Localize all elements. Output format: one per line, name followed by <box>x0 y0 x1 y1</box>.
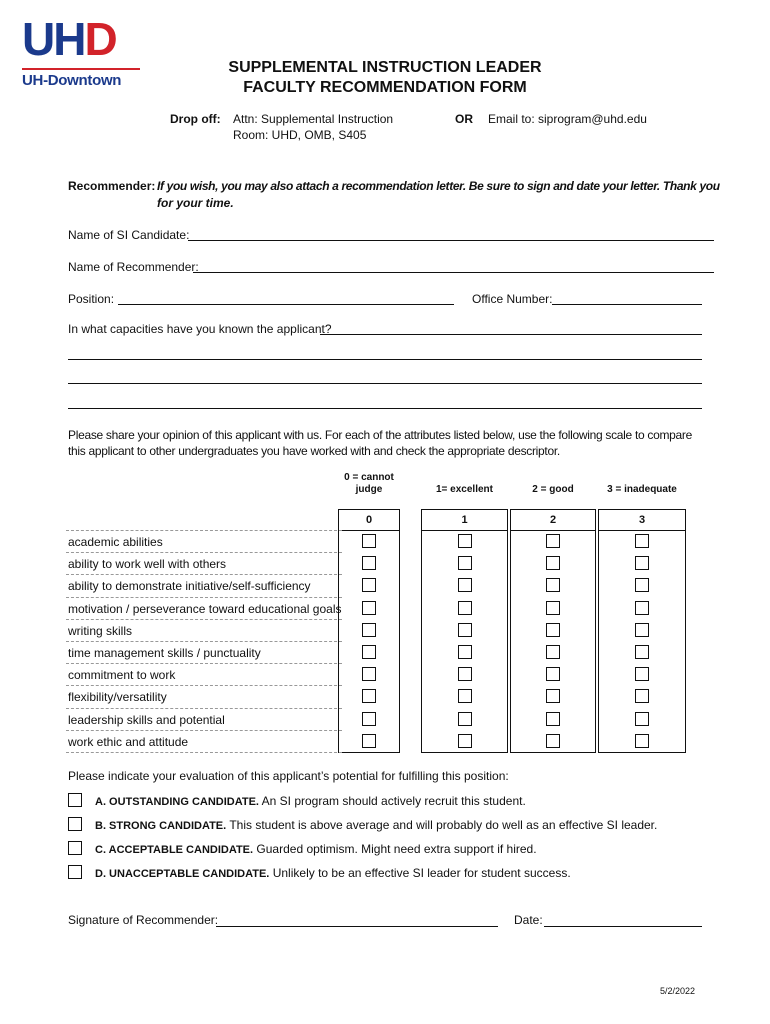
attribute-label: leadership skills and potential <box>66 708 342 730</box>
evaluation-checkbox-b[interactable] <box>68 817 82 831</box>
rating-checkbox-6-2[interactable] <box>546 645 560 659</box>
evaluation-option-b: B. STRONG CANDIDATE. This student is above average and will probably do well as an effective SI leader. <box>95 818 658 832</box>
signature-label: Signature of Recommender: <box>68 913 219 927</box>
logo-subtitle: UH-Downtown <box>22 68 140 89</box>
date-field[interactable] <box>544 926 702 927</box>
recommender-name-field[interactable] <box>193 272 714 273</box>
rating-checkbox-5-2[interactable] <box>546 623 560 637</box>
position-field[interactable] <box>118 304 454 305</box>
evaluation-prompt: Please indicate your evaluation of this applicant’s potential for fulfilling this position: <box>68 769 509 783</box>
rating-checkbox-1-2[interactable] <box>546 534 560 548</box>
rating-checkbox-9-3[interactable] <box>635 712 649 726</box>
rating-checkbox-3-0[interactable] <box>362 578 376 592</box>
evaluation-checkbox-c[interactable] <box>68 841 82 855</box>
scale-header-1: 1= excellent <box>436 484 493 495</box>
evaluation-checkbox-a[interactable] <box>68 793 82 807</box>
rating-checkbox-9-0[interactable] <box>362 712 376 726</box>
rating-checkbox-1-1[interactable] <box>458 534 472 548</box>
recommender-label: Recommender: <box>68 179 156 193</box>
rating-checkbox-3-1[interactable] <box>458 578 472 592</box>
form-version-date: 5/2/2022 <box>660 986 696 996</box>
evaluation-option-a: A. OUTSTANDING CANDIDATE. An SI program should actively recruit this student. <box>95 794 526 808</box>
capacities-line-4[interactable] <box>68 408 702 409</box>
scale-number-2: 2 <box>549 514 557 526</box>
rating-checkbox-10-0[interactable] <box>362 734 376 748</box>
email-text[interactable]: Email to: siprogram@uhd.edu <box>488 112 647 126</box>
or-label: OR <box>455 112 473 126</box>
rating-checkbox-2-2[interactable] <box>546 556 560 570</box>
scale-number-3: 3 <box>638 514 646 526</box>
office-number-label: Office Number: <box>472 292 553 306</box>
rating-checkbox-10-1[interactable] <box>458 734 472 748</box>
rating-checkbox-5-0[interactable] <box>362 623 376 637</box>
logo-mark: UHD <box>22 13 116 65</box>
rating-checkbox-5-3[interactable] <box>635 623 649 637</box>
scale-number-0: 0 <box>365 514 373 526</box>
capacities-label: In what capacities have you known the applicant? <box>68 322 332 336</box>
rating-checkbox-10-2[interactable] <box>546 734 560 748</box>
uhd-logo <box>22 13 142 89</box>
scale-header-0: 0 = cannot judge <box>344 472 394 495</box>
rating-checkbox-6-1[interactable] <box>458 645 472 659</box>
rating-checkbox-2-0[interactable] <box>362 556 376 570</box>
attribute-label: ability to work well with others <box>66 552 342 574</box>
rating-checkbox-2-1[interactable] <box>458 556 472 570</box>
rating-checkbox-8-3[interactable] <box>635 689 649 703</box>
position-label: Position: <box>68 292 115 306</box>
scale-header-3: 3 = inadequate <box>607 484 677 495</box>
signature-field[interactable] <box>216 926 498 927</box>
rating-checkbox-5-1[interactable] <box>458 623 472 637</box>
rating-checkbox-7-0[interactable] <box>362 667 376 681</box>
office-number-field[interactable] <box>552 304 702 305</box>
rating-checkbox-1-0[interactable] <box>362 534 376 548</box>
rating-checkbox-4-3[interactable] <box>635 601 649 615</box>
rating-checkbox-8-1[interactable] <box>458 689 472 703</box>
rating-checkbox-4-2[interactable] <box>546 601 560 615</box>
rating-checkbox-9-2[interactable] <box>546 712 560 726</box>
scale-number-1: 1 <box>461 514 468 526</box>
recommender-note-line2: for your time. <box>157 196 234 210</box>
recommender-name-label: Name of Recommender: <box>68 260 199 274</box>
rating-checkbox-2-3[interactable] <box>635 556 649 570</box>
scale-instructions-line2: this applicant to other undergraduates you have worked with and check the appropriate descriptor. <box>68 444 560 458</box>
scale-header-2: 2 = good <box>532 484 574 495</box>
rating-checkbox-4-0[interactable] <box>362 601 376 615</box>
attribute-label: academic abilities <box>66 530 342 552</box>
form-title-line2: FACULTY RECOMMENDATION FORM <box>243 79 527 96</box>
rating-checkbox-7-3[interactable] <box>635 667 649 681</box>
attribute-label: ability to demonstrate initiative/self-sufficiency <box>66 574 342 596</box>
rating-checkbox-10-3[interactable] <box>635 734 649 748</box>
dropoff-label: Drop off: <box>170 112 221 126</box>
candidate-name-field[interactable] <box>188 240 714 241</box>
rating-checkbox-8-0[interactable] <box>362 689 376 703</box>
attribute-label: work ethic and attitude <box>66 730 342 752</box>
capacities-line-3[interactable] <box>68 383 702 384</box>
rating-checkbox-9-1[interactable] <box>458 712 472 726</box>
rating-checkbox-4-1[interactable] <box>458 601 472 615</box>
attribute-label: flexibility/versatility <box>66 685 342 707</box>
dropoff-line2: Room: UHD, OMB, S405 <box>233 128 367 142</box>
attribute-label: writing skills <box>66 619 342 641</box>
evaluation-option-c: C. ACCEPTABLE CANDIDATE. Guarded optimism. Might need extra support if hired. <box>95 842 537 856</box>
rating-checkbox-7-1[interactable] <box>458 667 472 681</box>
capacities-field[interactable] <box>320 334 702 335</box>
date-label: Date: <box>514 913 543 927</box>
scale-instructions-line1: Please share your opinion of this applicant with us. For each of the attributes listed below, use the following scale to compare <box>68 428 692 442</box>
rating-checkbox-8-2[interactable] <box>546 689 560 703</box>
rating-checkbox-6-0[interactable] <box>362 645 376 659</box>
evaluation-checkbox-d[interactable] <box>68 865 82 879</box>
rating-checkbox-7-2[interactable] <box>546 667 560 681</box>
recommender-note-line1: If you wish, you may also attach a recommendation letter. Be sure to sign and date your letter. Thank you <box>157 179 720 193</box>
rating-checkbox-1-3[interactable] <box>635 534 649 548</box>
attribute-label: motivation / perseverance toward educational goals <box>66 597 342 619</box>
candidate-name-label: Name of SI Candidate: <box>68 228 190 242</box>
attribute-label: time management skills / punctuality <box>66 641 342 663</box>
attribute-label: commitment to work <box>66 663 342 685</box>
capacities-line-2[interactable] <box>68 359 702 360</box>
dropoff-line1: Attn: Supplemental Instruction <box>233 112 394 126</box>
rating-checkbox-3-2[interactable] <box>546 578 560 592</box>
rating-checkbox-3-3[interactable] <box>635 578 649 592</box>
rating-checkbox-6-3[interactable] <box>635 645 649 659</box>
form-title-line1: SUPPLEMENTAL INSTRUCTION LEADER <box>228 59 542 76</box>
evaluation-option-d: D. UNACCEPTABLE CANDIDATE. Unlikely to be an effective SI leader for student success. <box>95 866 571 880</box>
